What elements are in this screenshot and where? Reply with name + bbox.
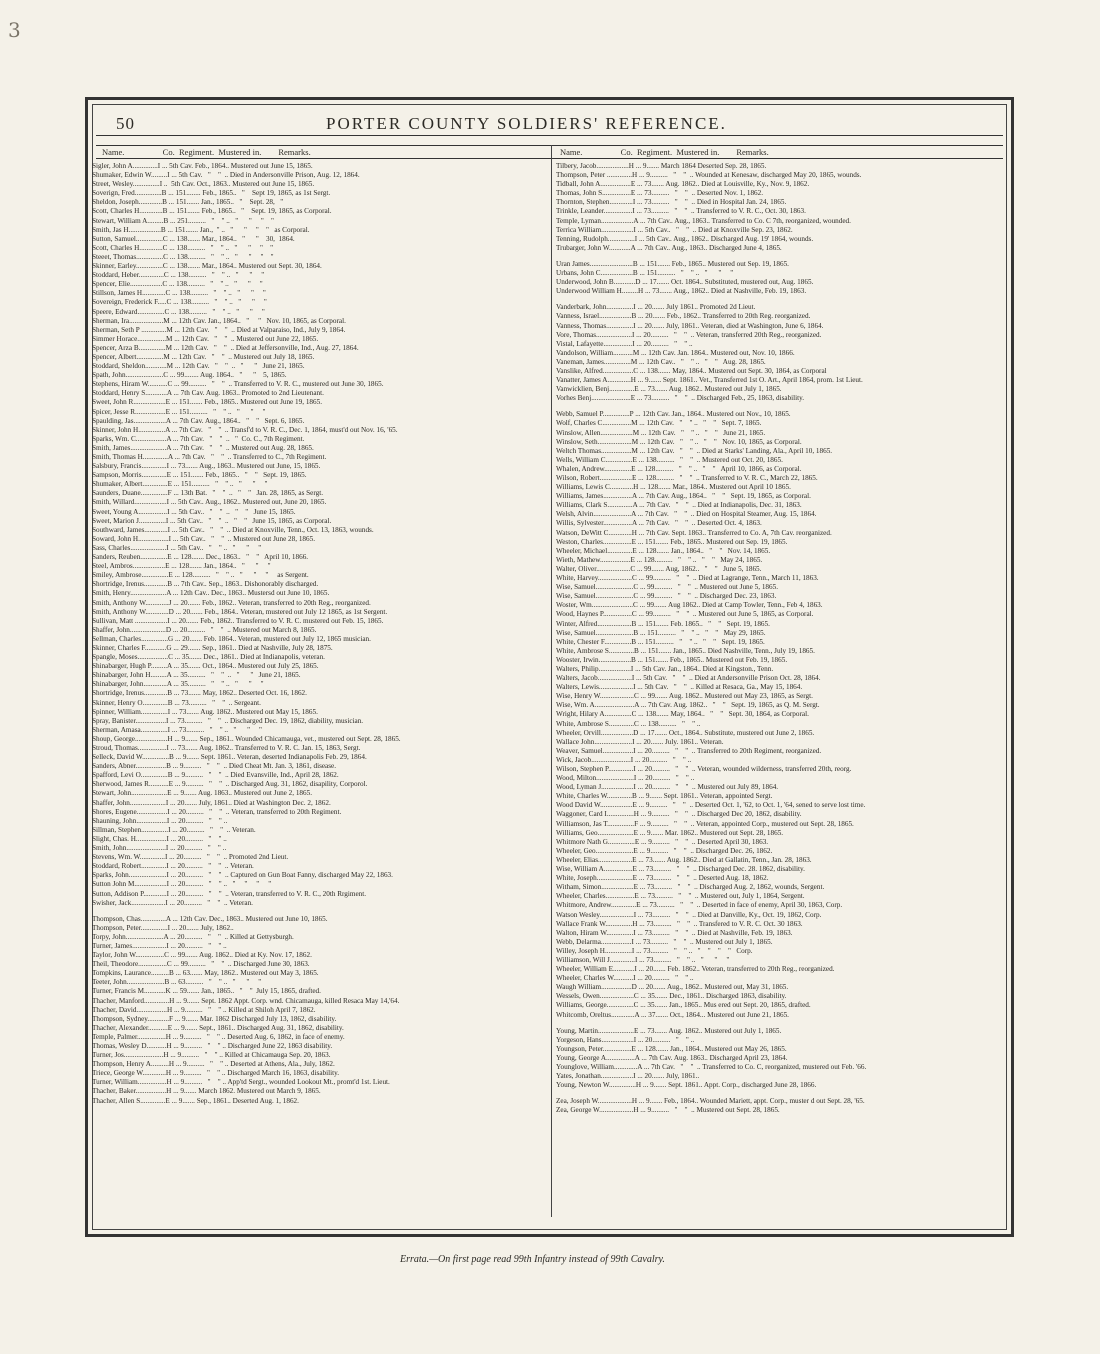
roster-entry: Southward, James.............I ... 5th Cav.. " " .. Died at Knoxville, Tenn., Oct. 13, 1863, wounds.: [92, 525, 374, 534]
roster-entry: Watson Wesley...................I ... 73.......... " " .. Died at Danville, Ky., Oct. 19, 1862, Corp.: [556, 910, 822, 919]
roster-entry: Wells, William C...............E ... 138.......... " " .. Mustered out Oct. 20, 1865.: [556, 455, 783, 464]
roster-entry: Stephens, Hiram W...........C ... 99.......... " " .. Transferred to V. R. C., mustered out June 30, 1865.: [92, 380, 384, 389]
roster-entry: Sellman, Charles...............G ... 20....... Feb. 1864.. Veteran, mustered out July 12, 1865 musician.: [92, 634, 371, 643]
roster-entry: Winslow, Allen..................M ... 12th Cav. " " .. " " June 21, 1865.: [556, 428, 766, 437]
section-gap: [92, 908, 547, 915]
roster-entry: Stewart, William A.........B ... 251.......... " " .. " " " ": [92, 216, 274, 225]
roster-entry: Wise, Henry W...................C ... 99....... Aug. 1862.. Mustered out May 23, 1865, as Sergt.: [556, 692, 813, 701]
roster-entry: Wieth, Mathew.................E ... 128.......... " " .. " " May 24, 1865.: [556, 555, 763, 564]
roster-entry: Underwood William H.........H ... 73....... Aug., 1862.. Died at Nashville, Feb. 19, 1863.: [556, 287, 807, 296]
roster-entry: Shinabarger, John H.........A ... 35.......... " " .. " " June 21, 1865.: [92, 671, 301, 680]
left-roster-column: [92, 162, 547, 1106]
roster-entry: Thacher, Alexander...........E ... 9....... Sept., 1861.. Discharged Aug. 31, 1862, disability.: [92, 1023, 344, 1032]
right-column-header: Name. Co. Regiment. Mustered in. Remarks.: [560, 147, 769, 157]
roster-entry: Turner, Francis M............K ... 59....... Jan., 1865.. " " July 15, 1865, drafted.: [92, 987, 321, 996]
roster-entry: Wood David W..................E ... 9.......... " " .. Deserted Oct. 1, '62, to Oct. 1, '64, sened to serve lost time.: [556, 801, 866, 810]
roster-entry: Vanness, Israel..................B ... 20....... Feb., 1862.. Transferred to 20th Reg. reorganized.: [556, 312, 811, 321]
roster-entry: Spafford, Levi O...............B ... 9.......... " " .. Died Evansville, Ind., April 28, 1862.: [92, 771, 339, 780]
roster-entry: Temple, Lyman..................A ... 7th Cav.. Aug., 1863.. Transferred to Co. C 7th, reorganized, wounded.: [556, 216, 851, 225]
roster-entry: Wilson, Stephen P..............I ... 20.......... " " .. Veteran, wounded wilderness, transferred 20th, reorg.: [556, 765, 852, 773]
roster-entry: Wise, Samuel.....................C ... 99.......... " " .. Mustered out June 5, 1865.: [556, 583, 778, 592]
roster-entry: Weston, Charles................E ... 151....... Feb., 1865.. Mustered out Sep. 19, 1865.: [556, 537, 788, 546]
roster-entry: Young, George A................A ... 7th Cav. Aug. 1863.. Discharged April 23, 1864.: [556, 1053, 788, 1062]
roster-entry: Williamson, Jas T...............F ... 9.......... " " .. Veteran, appointed Corp., mustered out Sept. 28, 1865.: [556, 819, 854, 828]
roster-entry: Thompson, Chas..............A ... 12th Cav. Dec., 1863.. Mustered out June 10, 1865.: [92, 914, 328, 923]
roster-entry: Stoddard, Sheldon............M ... 12th Cav. " " .. " " June 21, 1865.: [92, 362, 305, 371]
roster-entry: Thacher, David.................H ... 9.......... " " .. Killed at Shiloh April 7, 1862.: [92, 1005, 316, 1014]
roster-entry: Spencer, Elie..................C ... 138.......... " " .. " " ": [92, 280, 263, 289]
roster-entry: Smith, John......................I ... 20.......... " " ..: [92, 844, 227, 853]
title-rule: [96, 135, 1003, 136]
roster-entry: Wheeler, Orvill..................D ... 17....... Oct., 1864.. Substitute, mustered out June 2, 1865.: [556, 728, 815, 737]
roster-entry: Smith, Anthony W.............J ... 20....... Feb., 1862.. Veteran, transferred to 20th Reg., reorganized.: [92, 598, 371, 607]
roster-entry: Shaffer, John....................I ... 20....... July, 1861.. Died at Washington Dec. 2, 1862.: [92, 798, 331, 807]
roster-entry: Williams, Lewis C.............H ... 128....... Mar., 1864.. Mustered out April 10 1865.: [556, 483, 791, 492]
roster-entry: Walters, Jacob...................I ... 5th Cav. " " .. Died at Andersonville Prison Oct. 28, 1864.: [556, 674, 821, 683]
roster-entry: Steeet, Thomas...............C ... 138.......... " " .. " " " ": [92, 252, 274, 261]
roster-entry: Terrica William..................I ... 5th Cav.. " " .. Died at Knoxville Sep. 23, 1862.: [556, 225, 793, 234]
roster-entry: Spray, Banister.................I ... 73.......... " " .. Discharged Dec. 19, 1862, diability, musician.: [92, 716, 364, 725]
roster-entry: Wick, Jacob......................I ... 20.......... " " ..: [556, 755, 692, 764]
roster-entry: Vanderbark, John...............I ... 20....... July 1861.. Promoted 2d Lieut.: [556, 303, 756, 312]
section-gap: [556, 253, 1008, 260]
roster-entry: Whitmore, Andrew..............E ... 73.......... " " .. Deserted in face of enemy, April 30, 1863, Corp.: [556, 901, 843, 910]
roster-entry: Wise, Wm. A......................A ... 7th Cav. Aug. 1862.. " " Sept. 19, 1865, as Q. M. Sergt.: [556, 701, 820, 710]
roster-entry: Uran James........................B ... 151....... Feb., 1865.. Mustered out Sep. 19, 1865.: [556, 259, 789, 268]
left-column-header: Name. Co. Regiment. Mustered in. Remarks.: [102, 147, 311, 157]
roster-entry: Weltch Thomas.................M ... 12th Cav. " " .. Died at Starks' Landing, Ala., April 10, 1865.: [556, 446, 833, 455]
roster-entry: Witham, Simon..................E ... 73.......... " " .. Discharged Aug. 2, 1862, wounds, Sergent.: [556, 883, 825, 892]
roster-entry: Sweet, John R..................E ... 151....... Feb., 1865.. Mustered out June 19, 1865.: [92, 398, 322, 407]
roster-entry: Tidball, John A.................E ... 73....... Aug. 1862.. Died at Louisville, Ky., Nov. 9, 1862.: [556, 180, 810, 189]
roster-entry: Wheeler, William E............I ... 20....... Feb. 1862.. Veteran, transferred to 20th Reg., reorganized.: [556, 965, 835, 974]
roster-entry: Willey, Joseph H...............I ... 73.......... " " .. " " " " Corp.: [556, 946, 753, 955]
roster-entry: Selleck, David W...............B ... 9....... Sept. 1861.. Veteran, deserted Indianapolis Feb. 29, 1864.: [92, 753, 367, 762]
roster-entry: Wolf, Charles C................M ... 12th Cav. " " .. " " Sept. 7, 1865.: [556, 419, 762, 428]
roster-entry: Vistal, Lafayette................I ... 20.......... " " ..: [556, 339, 693, 348]
roster-entry: Teeter, John.....................B ... 63.......... " " .. " " ": [92, 978, 262, 987]
roster-entry: Triece, George W.............H ... 9.......... " " .. Discharged March 16, 1863, disability.: [92, 1069, 340, 1078]
roster-entry: Welsh, Alvin.....................A ... 7th Cav. " " .. Died on Hospital Steamer, Aug. 15, 1864.: [556, 510, 817, 519]
header-bottom-rule: [96, 158, 1003, 159]
roster-entry: Yorgeson, Hans..................I ... 20.......... " " ..: [556, 1035, 695, 1044]
roster-entry: Tompkins, Laurance..........B ... 63....... May, 1862.. Mustered out May 3, 1865.: [92, 969, 319, 978]
corner-mark: 3: [8, 18, 21, 42]
roster-entry: Trinkle, Leander................I ... 73.......... " " .. Transferred to V. R. C., Oct. 30, 1863.: [556, 207, 806, 216]
roster-entry: Sutton John M..................I ... 20.......... " " .. " " " ": [92, 880, 272, 889]
roster-entry: Turner, Jos......................H ... 9.......... " " .. Killed at Chicamauga Sep. 20, 1863.: [92, 1051, 331, 1060]
roster-entry: Smiley, Ambrose...............E ... 128.......... " " .. " " " as Sergent.: [92, 571, 309, 580]
roster-entry: Urbans, John C..................B ... 151.......... " " .. " " ": [556, 269, 734, 278]
roster-entry: Sparks, Wm. C.................A ... 7th Cav. " " .. " Co. C., 7th Regiment.: [92, 434, 305, 443]
roster-entry: Spencer, Albert...............M ... 12th Cav. " " .. Mustered out July 18, 1865.: [92, 352, 315, 361]
roster-entry: Shinabarger, John.............A ... 35.......... " " .. " " ": [92, 680, 264, 689]
roster-entry: Speere, Edward...............C ... 138.......... " " .. " " ": [92, 307, 265, 316]
roster-entry: White, Ambrose S..............B ... 151....... Jan., 1865.. Died Nashville, Tenn., July 19, 1865.: [556, 646, 815, 655]
roster-entry: Spaulding, Jas..................A ... 7th Cav. Aug., 1864.. " " Sept. 6, 1865.: [92, 416, 305, 425]
roster-entry: Sheldon, Joseph.............B ... 151....... Jan., 1865.. " Sept. 28, ": [92, 198, 284, 207]
roster-entry: Zea, Joseph W...................H ... 9....... Feb., 1864.. Wounded Mariett, appt. Corp., muster d out Sept. 28, '65.: [556, 1097, 865, 1106]
roster-entry: Wood, Milton.....................I ... 20.......... " " ..: [556, 774, 695, 783]
roster-entry: Theil, Theodore................C ... 99.......... " " .. Discharged June 30, 1863.: [92, 960, 310, 969]
column-divider: [551, 145, 552, 1217]
roster-entry: Thompson, Sydney............F ... 9....... Mar. 1862 Discharged July 13, 1862, disability.: [92, 1014, 337, 1023]
roster-entry: White, Chester F...............B ... 151.......... " " .. " " Sept. 19, 1865.: [556, 637, 765, 646]
roster-entry: Thornton, Stephen.............I ... 73.......... " " .. Died in Hospital Jan. 24, 1865.: [556, 198, 787, 207]
section-gap: [556, 1090, 1008, 1097]
roster-entry: Sillman, Stephen...............I ... 20.......... " " .. Veteran.: [92, 825, 256, 834]
roster-entry: Smith, Willard..................I ... 5th Cav.. Aug., 1862.. Mustered out, June 20, 1865.: [92, 498, 327, 507]
roster-entry: Tilbery, Jacob..................H ... 9....... March 1864 Deserted Sep. 28, 1865.: [556, 162, 767, 170]
roster-entry: Williams, Clark S..............A ... 7th Cav. " " .. Died at Indianapolis, Dec. 31, 1863.: [556, 501, 802, 510]
roster-entry: Wheeler, Geo.....................E ... 9.......... " " .. Discharged Dec. 26, 1862.: [556, 846, 773, 855]
roster-entry: Thompson, Peter...............I ... 20....... July, 1862..: [92, 923, 234, 932]
roster-entry: Vanatter, James A.............H ... 9....... Sept. 1861.. Vet., Transferred 1st O. Art., April 1864, prom. 1st Lieut.: [556, 376, 863, 385]
roster-entry: Thompson, Henry A..........H ... 9.......... " " .. Deserted at Athens, Ala., July, 1862.: [92, 1060, 335, 1069]
roster-entry: Skinner, Charles F............G ... 29....... Sep., 1861.. Died at Nashville, July 28, 1875.: [92, 643, 333, 652]
roster-entry: Vore, Thomas....................I ... 20.......... " " .. Veteran, transferred 20th Reg., reorganized.: [556, 330, 822, 339]
roster-entry: Sass, Charles....................I ... 5th Cav.. " " .. " " ": [92, 543, 262, 552]
roster-entry: Stewart, John....................E ... 9....... Aug. 1863.. Mustered out June 2, 1865.: [92, 789, 313, 798]
roster-entry: Winter, Alfred...................B ... 151....... Feb. 1865.. " " Sept. 19, 1865.: [556, 619, 770, 628]
roster-entry: Zea, George W...................H ... 9.......... " " .. Mustered out Sept. 28, 1865.: [556, 1106, 780, 1115]
section-gap: [556, 1020, 1008, 1027]
roster-entry: Saunders, Duane...............F ... 13th Bat. " " .. " " Jan. 28, 1865, as Sergt.: [92, 489, 324, 498]
section-gap: [556, 296, 1008, 303]
roster-entry: Scott, Charles H.............C ... 138.......... " " .. " " " ": [92, 243, 274, 252]
roster-entry: Yates, Jonathan..................I ... 20....... July, 1861..: [556, 1072, 700, 1081]
roster-entry: Waggoner, Card I...............H ... 9.......... " " .. Discharged Dec 20, 1862, disability.: [556, 810, 802, 819]
roster-entry: Salsbury, Francis..............I ... 73....... Aug., 1863.. Mustered out June, 15, 1865.: [92, 462, 321, 471]
roster-entry: Shortridge, Irenus.............B ... 7th Cav.. Sep., 1863.. Dishonorably discharged.: [92, 580, 319, 589]
roster-entry: Wessels, Owen...................C ... 35....... Dec., 1861.. Discharged 1863, disability.: [556, 992, 787, 1001]
roster-entry: Wheeler, Charles................E ... 73.......... " " .. Mustered out, July 1, 1864, Sergent.: [556, 892, 805, 901]
roster-entry: Wood, Haynes P................C ... 99.......... " " .. Mustered out June 5, 1865, as Corporal.: [556, 610, 814, 619]
roster-entry: Young, Martin....................E ... 73....... Aug. 1862.. Mustered out July 1, 1865.: [556, 1026, 782, 1035]
roster-entry: Wheeler, Charles W...........I ... 20.......... " " ..: [556, 974, 694, 983]
roster-entry: Walters, Lewis...................I ... 5th Cav. " " .. Killed at Resaca, Ga., May 15, 1864.: [556, 683, 803, 692]
roster-entry: White, Charles W..............B ... 9....... Sept. 1861.. Veteran, appointed Sergt.: [556, 792, 773, 801]
roster-entry: Wise, Samuel.....................C ... 99.......... " " .. Discharged Dec. 23, 1863.: [556, 592, 777, 601]
roster-entry: Williams, Geo....................E ... 9....... Mar. 1862.. Mustered out Sept. 28, 1865.: [556, 828, 784, 837]
roster-entry: Wise, Samuel.....................B ... 151.......... " " .. " " May 29, 1865.: [556, 628, 766, 637]
roster-entry: Smith, Henry....................A ... 12th Cav.. Dec., 1863.. Mustersd out June 10, 1865.: [92, 589, 330, 598]
roster-entry: Walters, Philip..................I ... 5th Cav. Jan., 1864.. Died at Kingston., Tenn.: [556, 664, 774, 673]
roster-entry: Shortridge, Irenus.............B ... 73....... May, 1862.. Deserted Oct. 16, 1862.: [92, 689, 307, 698]
page-number: 50: [116, 114, 135, 133]
roster-entry: Stoddard, Henry S............A ... 7th Cav. Aug. 1863.. Promoted to 2nd Lieutenant.: [92, 389, 324, 398]
roster-entry: Torpy, John.....................A ... 20.......... " " .. Killed at Gettysburgh.: [92, 932, 294, 941]
roster-entry: Wright, Hilary A...............C ... 138....... May, 1864.. " " Sept. 30, 1864, as Corporal.: [556, 710, 809, 719]
roster-entry: Underwood, John B............D ... 17....... Oct. 1864.. Substituted, mustered out, Aug. 1865.: [556, 278, 814, 287]
roster-entry: White, Ambrose S..............C ... 138.......... " " ..: [556, 719, 701, 728]
roster-entry: Sampson, Morris..............E ... 151....... Feb., 1865.. " " Sept. 19, 1865.: [92, 471, 307, 480]
roster-entry: Vorhes Benj......................E ... 73.......... " " .. Discharged Feb., 25, 1863, disability.: [556, 394, 805, 403]
roster-entry: Smith, Thomas H..............A ... 7th Cav. " " .. Transferred to C., 7th Regiment.: [92, 453, 327, 461]
roster-entry: Sparks, John.....................I ... 20.......... " " .. Captured on Gun Boat Fanny, discharged May 22, 1863.: [92, 871, 393, 880]
roster-entry: Younglove, William.............A ... 7th Cav. " " .. Transferred to Co. C, reorganized, mustered out Feb. '66.: [556, 1063, 867, 1071]
roster-entry: Spath, John.....................C ... 99........ Aug. 1864.. " " 5, 1865.: [92, 371, 287, 380]
roster-entry: Waugh William.................D ... 20....... Aug., 1862.. Mustered out, May 31, 1865.: [556, 983, 789, 992]
section-gap: [556, 403, 1008, 410]
roster-entry: Woster, Wm.......................C ... 99....... Aug 1862.. Died at Camp Towler, Tenn., Feb 4, 1863.: [556, 601, 823, 610]
roster-entry: Wilson, Robert..................E ... 128.......... " " .. Transferred to V. R. C., March 22, 1865.: [556, 474, 818, 482]
roster-entry: Shoup, George..................H ... 9....... Sep., 1861.. Wounded Chicamauga, vet., mustered out Sept. 28, 1865.: [92, 734, 401, 743]
roster-entry: Sweet, Marion J...............I ... 5th Cav.. " " .. " " June 15, 1865, as Corporal.: [92, 516, 332, 525]
roster-entry: Stillson, James H.............C ... 138.......... " " .. " " ": [92, 289, 266, 298]
roster-entry: Wheeler, Michael..............E ... 128....... Jan., 1864.. " " Nov. 14, 1865.: [556, 546, 771, 555]
roster-entry: Sanders, Abner.................B ... 9.......... " " .. Died Cheat Mt. Jan. 3, 1861, disease.: [92, 762, 337, 771]
roster-entry: Vanness, Thomas...............I ... 20....... July, 1861.. Veteran, died at Washington, June 6, 1864.: [556, 321, 824, 330]
roster-entry: Soverign, Fred...............B ... 151........ Feb., 1865.. " Sept 19, 1865, as 1st Sergt.: [92, 189, 331, 198]
right-roster-column: [556, 162, 1008, 1115]
roster-entry: Thacher, Allen S..............E ... 9....... Sep., 1861.. Deserted Aug. 1, 1862.: [92, 1096, 299, 1105]
roster-entry: Whalen, Andrew...............E ... 128.......... " " .. " " April 10, 1866, as Corporal.: [556, 464, 802, 473]
roster-entry: Young, Newton W...............H ... 9....... Sept. 1861.. Appt. Corp., discharged June 28, 1866.: [556, 1081, 817, 1090]
roster-entry: Spangle, Moses.................C ... 35....... Dec., 1861.. Died at Indianapolis, veteran.: [92, 653, 325, 662]
roster-entry: Vandolson, William...........M ... 12th Cav. Jan. 1864.. Mustered out, Nov. 10, 1866.: [556, 348, 795, 357]
roster-entry: Smith, Anthony W.............D ... 20....... Feb., 1864.. Veteran, mustered out July 12 1865, as 1st Sergent.: [92, 607, 388, 616]
roster-entry: Sigler, John A..............I ... 5th Cav. Feb., 1864.. Mustered out June 15, 1865.: [92, 162, 313, 170]
roster-entry: Wood, Lyman J..................I ... 20.......... " " .. Mustered out July 89, 1864.: [556, 783, 779, 792]
roster-entry: Slight, Chas. H.................I ... 20.......... " " ..: [92, 834, 227, 843]
roster-entry: Stevens, Wm. W..............I ... 20.......... " " .. Promoted 2nd Lieut.: [92, 853, 289, 862]
roster-entry: Thomas, Wesley D...........H ... 9.......... " " .. Discharged June 22, 1863 disability.: [92, 1042, 333, 1050]
roster-entry: Thacher, Manford..............H ... 9....... Sept. 1862 Appt. Corp. wnd. Chicamauga, killed Resaca May 14,'64.: [92, 996, 400, 1005]
roster-entry: Whitmore Nath G...............E ... 9.......... " " .. Deserted April 30, 1863.: [556, 837, 769, 846]
roster-entry: Wallace John.....................I ... 20....... July. 1861.. Veteran.: [556, 737, 724, 746]
roster-entry: Soward, John H.................I ... 5th Cav.. " " .. Mustered out June 28, 1865.: [92, 534, 316, 543]
roster-entry: Taylor, John W................C ... 99....... Aug. 1862.. Died at Ky. Nov. 17, 1862.: [92, 951, 312, 960]
roster-entry: Williams, James................A ... 7th Cav. Aug., 1864.. " " Sept. 19, 1865, as Corporal.: [556, 492, 811, 501]
roster-entry: Street, Wesley...............I .. 5th Cav. Oct., 1863.. Mustered out June 15, 1865.: [92, 180, 315, 189]
roster-entry: Swisher, Jack...................I ... 20.......... " " .. Veteran.: [92, 898, 253, 907]
roster-entry: Shinabarger, Hugh P.........A ... 35....... Oct., 1864.. Mustered out July 25, 1865.: [92, 662, 319, 671]
roster-entry: Wheeler, Elias...................E ... 73....... Aug. 1862.. Died at Gallatin, Tenn., Jan. 28, 1863.: [556, 855, 812, 864]
roster-entry: Sovereign, Frederick F.....C ... 138.......... " " .. " " ": [92, 298, 267, 307]
roster-entry: Temple, Palmer................H ... 9.......... " " .. Deserted Aug. 6, 1862, in face of enemy.: [92, 1032, 345, 1041]
roster-entry: Whitcomb, Oreltus.............A ... 37....... Oct., 1864... Mustered out June 21, 1865.: [556, 1010, 789, 1019]
roster-entry: Sherman, Seth P ..............M ... 12th Cav. " " .. Died at Valparaiso, Ind., July 9, 1864.: [92, 325, 346, 334]
roster-entry: Shaffer, John....................D ... 20.......... " " .. Mustered out March 8, 1865.: [92, 625, 317, 634]
roster-entry: Watson, DeWitt C.............H ... 7th Cav. Sept. 1863.. Transferred to Co. A, 7th Cav. reorganized.: [556, 528, 832, 537]
roster-entry: Steel, Ambros..................E ... 128....... Jan., 1864.. " " ": [92, 562, 271, 571]
roster-entry: Vanslike, Alfred.................C ... 138....... May, 1864.. Mustered out Sept. 30, 1864, as Corporal: [556, 366, 827, 375]
roster-entry: Thompson, Peter ..............H ... 9.......... " " .. Wounded at Kenesaw, discharged May 20, 1865, wounds.: [556, 171, 862, 180]
roster-entry: Walter, Oliver...................C ... 99....... Aug, 1862.. " " June 5, 1865.: [556, 564, 762, 573]
roster-entry: Turner, William................H ... 9.......... " " .. App'td Sergt., wounded Lookout Mt., promt'd 1st. Lieut.: [92, 1078, 390, 1087]
roster-entry: Winslow, Seth...................M ... 12th Cav. " " .. " " Nov. 10, 1865, as Corporal.: [556, 437, 802, 446]
page-title: PORTER COUNTY SOLDIERS' REFERENCE.: [326, 114, 727, 133]
roster-entry: Sutton, Samuel...............C ... 138....... Mar., 1864.. " " 30, 1864.: [92, 234, 295, 243]
roster-entry: Vaneman, James...............M ... 12th Cav.. " " .. " " Aug. 28, 1865.: [556, 357, 766, 366]
roster-entry: Williamson, Will J..............I ... 73.......... " " .. " " ": [556, 955, 730, 964]
roster-entry: White, Harvey...................C ... 99.......... " " .. Died at Lagrange, Tenn., March 11, 1863.: [556, 574, 819, 583]
roster-entry: Spinner, William...............I ... 73....... Aug. 1862.. Mustered out May 15, 1865.: [92, 707, 318, 716]
roster-entry: Stoddard, Robert..............I ... 20.......... " " .. Veteran.: [92, 862, 254, 871]
roster-entry: Wise, William A................E ... 73.......... " " .. Discharged Dec. 28. 1862, disability.: [556, 865, 805, 874]
roster-entry: Sanders, Reuben...............E ... 128....... Dec., 1863.. " " April 10, 1866.: [92, 553, 309, 562]
roster-entry: Skinner, John H...............A ... 7th Cav. " " .. Transf'd to V. R. C., Dec. 1, 1864, must'd out Nov. 16, '65.: [92, 425, 398, 434]
roster-entry: Skinner, Henry O..............B ... 73.......... " " .. Sergeant.: [92, 698, 261, 707]
roster-entry: Sweet, Young A................I ... 5th Cav.. " " .. " " June 15, 1865.: [92, 507, 296, 516]
roster-entry: Wooster, Irwin..................B ... 151....... Feb., 1865.. Mustered out Feb. 19, 1865.: [556, 655, 788, 664]
roster-entry: Webb, Samuel P...............P ... 12th Cav. Jan., 1864.. Mustered out Nov., 10, 1865.: [556, 410, 791, 419]
roster-entry: Thacher, Baker.................H ... 9....... March 1862. Mustered out March 9, 1865.: [92, 1087, 321, 1096]
roster-entry: White, Joseph....................E ... 73.......... " " .. Deserted Aug. 18, 1862.: [556, 874, 769, 883]
roster-entry: Turner, James...................I ... 20.......... " " ..: [92, 941, 227, 950]
roster-entry: Walton, Hiram W...............I ... 73.......... " " .. Died at Nashville, Feb. 19, 1863.: [556, 928, 793, 937]
roster-entry: Willis, Sylvester................A ... 7th Cav. " " .. Deserted Oct. 4, 1863.: [556, 519, 762, 528]
roster-entry: Scott, Charles H.............B ... 151....... Feb., 1865.. " Sept. 19, 1865, as Corporal.: [92, 207, 332, 216]
roster-entry: Sherman, Amasa...............I ... 73.......... " " .. " " ": [92, 725, 262, 734]
roster-entry: Simmer Horace................M ... 12th Cav. " " .. Mustered out June 22, 1865.: [92, 334, 319, 343]
errata-note: Errata.—On first page read 99th Infantry instead of 99th Cavalry.: [400, 1254, 665, 1265]
header-top-rule: [96, 145, 1003, 146]
roster-entry: Skinner, Earley...............C ... 138....... Mar., 1864.. Mustered out Sept. 30, 1864.: [92, 262, 322, 271]
roster-entry: Shauning, John.................I ... 20.......... " " ..: [92, 816, 228, 825]
roster-entry: Spicer, Jesse R.................E ... 151.......... " " .. " " ": [92, 407, 266, 416]
roster-entry: Sherwood, James R...........E ... 9.......... " " .. Discharged Aug. 31, 1862, disapility, Corporol.: [92, 780, 368, 789]
roster-entry: Trubarger, John W............A ... 7th Cav.. Aug., 1863.. Discharged June 4, 1865.: [556, 243, 782, 252]
roster-entry: Vanwicklien, Benj..............E ... 73....... Aug. 1862.. Mustered out July 1, 1865.: [556, 385, 782, 394]
roster-entry: Shumaker, Edwin W.........I ... 5th Cav. " " .. Died in Andersonville Prison, Aug. 12, 1864.: [92, 171, 360, 180]
roster-entry: Sutton, Addison P.............I ... 20.......... " " .. Veteran, transferred to V. R. C., 20th Rrgiment.: [92, 889, 367, 898]
roster-entry: Thomas, John S................E ... 73.......... " " .. Deserted Nov. 1, 1862.: [556, 189, 764, 198]
roster-entry: Stroud, Thomas................I ... 73....... Aug. 1862.. Transferred to V. R. C. Jan. 15, 1863, Sergt.: [92, 744, 361, 752]
roster-entry: Smith, Jas H..................B ... 151....... Jan., " .. " " " " as Corporal.: [92, 225, 310, 234]
roster-entry: Sullivan, Matt ..................I ... 20....... Feb., 1862.. Transferred to V. R. C. mustered out Feb. 15, 1865.: [92, 616, 384, 625]
roster-entry: Tenning, Rudolph...............I ... 5th Cav.. Aug., 1862.. Discharged Aug. 19' 1864, wounds.: [556, 234, 814, 243]
roster-entry: Webb, Delarma.................I ... 73.......... " " .. Mustered out July 1, 1865.: [556, 937, 773, 946]
roster-entry: Shumaker, Albert..............E ... 151.......... " " .. " " ": [92, 480, 268, 489]
roster-entry: Wallace Frank W...............H ... 73.......... " " .. Transfered to V. R. C. Oct. 30 1863.: [556, 919, 803, 928]
roster-entry: Shores, Eugene.................I ... 20.......... " " .. Veteran, transferred to 20th Regiment.: [92, 807, 342, 816]
roster-entry: Sherman, Ira...................M ... 12th Cav. Jan., 1864.. " " Nov. 10, 1865, as Corporal.: [92, 316, 346, 325]
roster-entry: Weaver, Samuel.................I ... 20.......... " " .. Transferred to 20th Regiment, reorganized.: [556, 746, 822, 755]
roster-entry: Spencer, Arza B...............M ... 12th Cav. " " .. Died at Jeffersonville, Ind., Aug. 27, 1864.: [92, 343, 359, 352]
roster-entry: Williams, George...............C ... 35....... Jan., 1865.. Mus ered out Sept. 20, 1865, drafted.: [556, 1001, 811, 1010]
roster-entry: Stoddard, Heber..............C ... 138.......... " " .. " " ": [92, 271, 265, 280]
roster-entry: Youngson, Peter................E ... 128....... Jan., 1864.. Mustered out May 26, 1865.: [556, 1044, 787, 1053]
roster-entry: Smith, James....................A ... 7th Cav. " " .. Mustered out Aug. 28, 1865.: [92, 443, 314, 452]
